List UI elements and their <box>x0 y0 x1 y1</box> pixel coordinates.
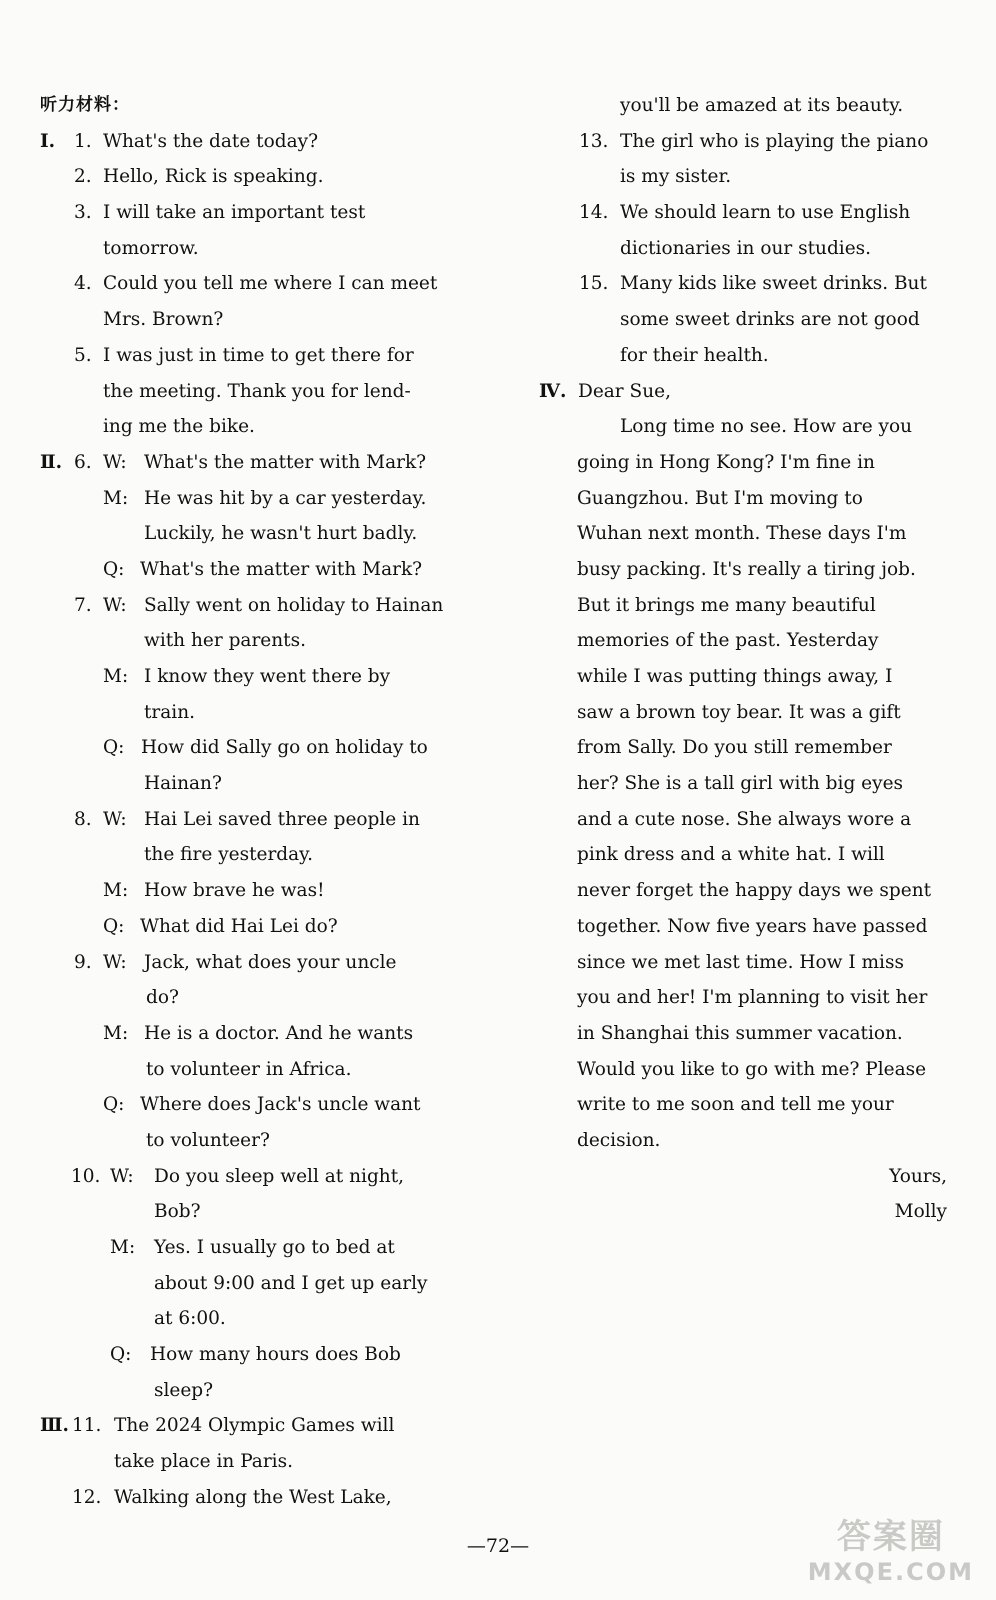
dialogue-text: How many hours does Bob <box>150 1344 401 1366</box>
item-14 <box>579 195 947 231</box>
letter-line: since we met last time. How I miss <box>577 951 904 973</box>
speaker-label: Q: <box>103 558 125 580</box>
watermark-bottom: MXQE.COM <box>807 1558 974 1586</box>
dialogue-text: What's the matter with Mark? <box>144 451 427 473</box>
item-9-m-cont <box>40 1052 432 1088</box>
speaker-label: Q: <box>110 1344 132 1366</box>
letter-line: going in Hong Kong? I'm fine in <box>577 451 875 473</box>
item-10-m-cont <box>40 1301 432 1337</box>
dialogue-text: Sally went on holiday to Hainan <box>144 594 444 616</box>
item-13 <box>579 124 947 160</box>
item-number: 8. <box>74 808 92 830</box>
item-number: 9. <box>74 951 92 973</box>
item-10-w-cont <box>40 1194 432 1230</box>
dialogue-text: do? <box>146 987 179 1009</box>
dialogue-text: Bob? <box>154 1201 201 1223</box>
item-2 <box>40 159 432 195</box>
section-marker-3: Ⅲ. <box>40 1415 69 1437</box>
item-number: 3. <box>74 202 92 224</box>
item-6-m-cont <box>40 516 432 552</box>
item-7-q <box>40 730 432 766</box>
item-12-cont <box>585 88 947 124</box>
page-number: —72— <box>466 1535 530 1557</box>
dialogue-text: train. <box>144 701 196 723</box>
item-7-w-cont <box>40 623 432 659</box>
item-6-m <box>40 481 432 517</box>
speaker-label: W: <box>103 594 127 616</box>
speaker-label: W: <box>103 951 127 973</box>
letter-line: together. Now five years have passed <box>577 915 928 937</box>
letter-line <box>585 409 947 445</box>
dialogue-text: Luckily, he wasn't hurt badly. <box>144 523 418 545</box>
item-15 <box>579 266 947 302</box>
item-9-m <box>40 1016 432 1052</box>
speaker-label: W: <box>110 1165 134 1187</box>
dialogue-text: to volunteer in Africa. <box>146 1058 352 1080</box>
dialogue-text: sleep? <box>154 1379 214 1401</box>
letter-line: Guangzhou. But I'm moving to <box>577 487 863 509</box>
item-4-cont <box>40 302 432 338</box>
dialogue-text: Where does Jack's uncle want <box>140 1094 421 1116</box>
dialogue-text: Do you sleep well at night, <box>154 1165 405 1187</box>
speaker-label: M: <box>103 666 129 687</box>
item-10-q <box>40 1337 432 1373</box>
item-text: dictionaries in our studies. <box>620 237 872 259</box>
item-number: 11. <box>72 1415 102 1437</box>
dialogue-text: the fire yesterday. <box>144 844 314 866</box>
dialogue-text: about 9:00 and I get up early <box>154 1272 428 1294</box>
item-11 <box>40 1408 432 1444</box>
item-12 <box>40 1480 432 1516</box>
item-number: 1. <box>74 130 92 152</box>
item-4 <box>40 266 438 302</box>
item-text: I was just in time to get there for <box>103 344 414 366</box>
item-7-m-cont <box>40 695 432 731</box>
speaker-label: Q: <box>103 737 125 759</box>
item-5-cont <box>40 374 432 410</box>
item-text: Mrs. Brown? <box>103 309 224 331</box>
letter-line: while I was putting things away, I <box>577 666 893 687</box>
section-heading: 听力材料： <box>40 95 130 115</box>
letter-closing: Yours, <box>889 1165 947 1187</box>
speaker-label: Q: <box>103 915 125 937</box>
item-11-cont <box>40 1444 432 1480</box>
item-15-cont <box>585 338 947 374</box>
item-3-cont <box>40 231 432 267</box>
item-number: 15. <box>579 273 609 295</box>
letter-line: you and her! I'm planning to visit her <box>577 987 928 1009</box>
item-text: is my sister. <box>620 166 732 188</box>
item-5-cont <box>40 409 432 445</box>
letter-line: Wuhan next month. These days I'm <box>577 523 907 545</box>
speaker-label: M: <box>110 1237 136 1258</box>
dialogue-text: How did Sally go on holiday to <box>141 737 428 759</box>
letter-line: never forget the happy days we spent <box>577 880 932 902</box>
item-text: We should learn to use English <box>620 202 911 224</box>
item-6-w <box>40 445 432 481</box>
item-number: 12. <box>72 1486 102 1508</box>
item-text: for their health. <box>620 344 769 366</box>
item-14-cont <box>585 231 947 267</box>
item-text: you'll be amazed at its beauty. <box>620 95 904 116</box>
dialogue-text: Hainan? <box>144 773 222 795</box>
speaker-label: M: <box>103 1022 129 1044</box>
item-text: Could you tell me where I can meet <box>103 273 438 295</box>
dialogue-text: Yes. I usually go to bed at <box>154 1237 395 1258</box>
dialogue-text: with her parents. <box>144 630 306 652</box>
speaker-label: Q: <box>103 1094 125 1116</box>
item-text: the meeting. Thank you for lend- <box>103 380 411 402</box>
item-text: ing me the bike. <box>103 416 255 438</box>
item-10-m-cont <box>40 1266 432 1302</box>
item-text: I will take an important test <box>103 202 366 224</box>
item-10-m <box>40 1230 432 1266</box>
item-number: 4. <box>74 273 92 295</box>
item-15-cont <box>585 302 947 338</box>
letter-line: memories of the past. Yesterday <box>577 630 879 652</box>
section-marker-4: Ⅳ. <box>539 380 567 402</box>
letter-text: Long time no see. How are you <box>620 416 913 438</box>
item-9-q-cont <box>40 1123 432 1159</box>
letter-line: and a cute nose. She always wore a <box>577 808 912 830</box>
item-8-q <box>40 909 432 945</box>
section-marker-1: Ⅰ. <box>40 130 56 152</box>
speaker-label: W: <box>103 451 127 473</box>
letter-line: saw a brown toy bear. It was a gift <box>577 701 901 723</box>
item-10-w <box>40 1159 432 1195</box>
item-number: 6. <box>74 451 92 473</box>
item-number: 7. <box>74 594 92 616</box>
item-text: Hello, Rick is speaking. <box>103 166 324 188</box>
letter-line: in Shanghai this summer vacation. <box>577 1022 903 1044</box>
item-3 <box>40 195 432 231</box>
letter-line: busy packing. It's really a tiring job. <box>577 558 916 580</box>
item-text: What's the date today? <box>103 130 318 152</box>
dialogue-text: to volunteer? <box>146 1129 270 1151</box>
item-number: 13. <box>579 130 609 152</box>
dialogue-text: at 6:00. <box>154 1308 226 1330</box>
dialogue-text: What did Hai Lei do? <box>140 915 338 937</box>
letter-line: Would you like to go with me? Please <box>577 1058 927 1080</box>
item-5 <box>40 338 432 374</box>
item-text: some sweet drinks are not good <box>620 309 920 331</box>
item-number: 14. <box>579 202 609 224</box>
greeting-text: Dear Sue, <box>578 380 671 402</box>
dialogue-text: He is a doctor. And he wants <box>144 1022 414 1044</box>
left-column <box>40 88 444 1516</box>
item-1 <box>40 124 432 160</box>
item-6-q <box>40 552 432 588</box>
item-text: Walking along the West Lake, <box>114 1486 392 1508</box>
dialogue-text: Jack, what does your uncle <box>144 951 397 973</box>
item-text: The 2024 Olympic Games will <box>114 1415 395 1437</box>
dialogue-text: How brave he was! <box>144 880 325 902</box>
letter-line: from Sally. Do you still remember <box>577 737 892 759</box>
item-9-w <box>40 945 432 981</box>
item-8-w <box>40 802 432 838</box>
item-number: 10. <box>71 1165 101 1187</box>
item-13-cont <box>585 159 947 195</box>
item-number: 2. <box>74 166 92 188</box>
letter-greeting <box>539 374 947 410</box>
item-7-m <box>40 659 432 695</box>
watermark-top: 答案圈 <box>836 1517 945 1557</box>
dialogue-text: He was hit by a car yesterday. <box>144 487 427 509</box>
letter-signature: Molly <box>894 1201 947 1223</box>
speaker-label: M: <box>103 487 129 509</box>
item-text: take place in Paris. <box>114 1451 293 1473</box>
item-text: Many kids like sweet drinks. But <box>620 273 927 295</box>
letter-line: her? She is a tall girl with big eyes <box>577 773 904 795</box>
item-9-q <box>40 1087 432 1123</box>
dialogue-text: I know they went there by <box>144 666 391 687</box>
letter-line: But it brings me many beautiful <box>577 594 876 616</box>
speaker-label: W: <box>103 808 127 830</box>
letter-line: pink dress and a white hat. I will <box>577 844 885 866</box>
letter-line: write to me soon and tell me your <box>577 1094 894 1116</box>
speaker-label: M: <box>103 880 129 902</box>
watermark-logo <box>808 1509 974 1586</box>
dialogue-text: Hai Lei saved three people in <box>144 808 420 830</box>
item-text: tomorrow. <box>103 237 199 259</box>
right-column <box>539 88 947 1230</box>
item-7-q-cont <box>40 766 432 802</box>
item-10-q-cont <box>40 1373 432 1409</box>
item-7-w <box>40 588 444 624</box>
dialogue-text: What's the matter with Mark? <box>140 558 423 580</box>
section-marker-2: Ⅱ. <box>40 451 63 473</box>
item-9-w-cont <box>40 980 432 1016</box>
item-8-m <box>40 873 432 909</box>
item-text: The girl who is playing the piano <box>620 130 929 152</box>
letter-line: decision. <box>577 1129 661 1151</box>
item-number: 5. <box>74 344 92 366</box>
item-8-w-cont <box>40 837 432 873</box>
